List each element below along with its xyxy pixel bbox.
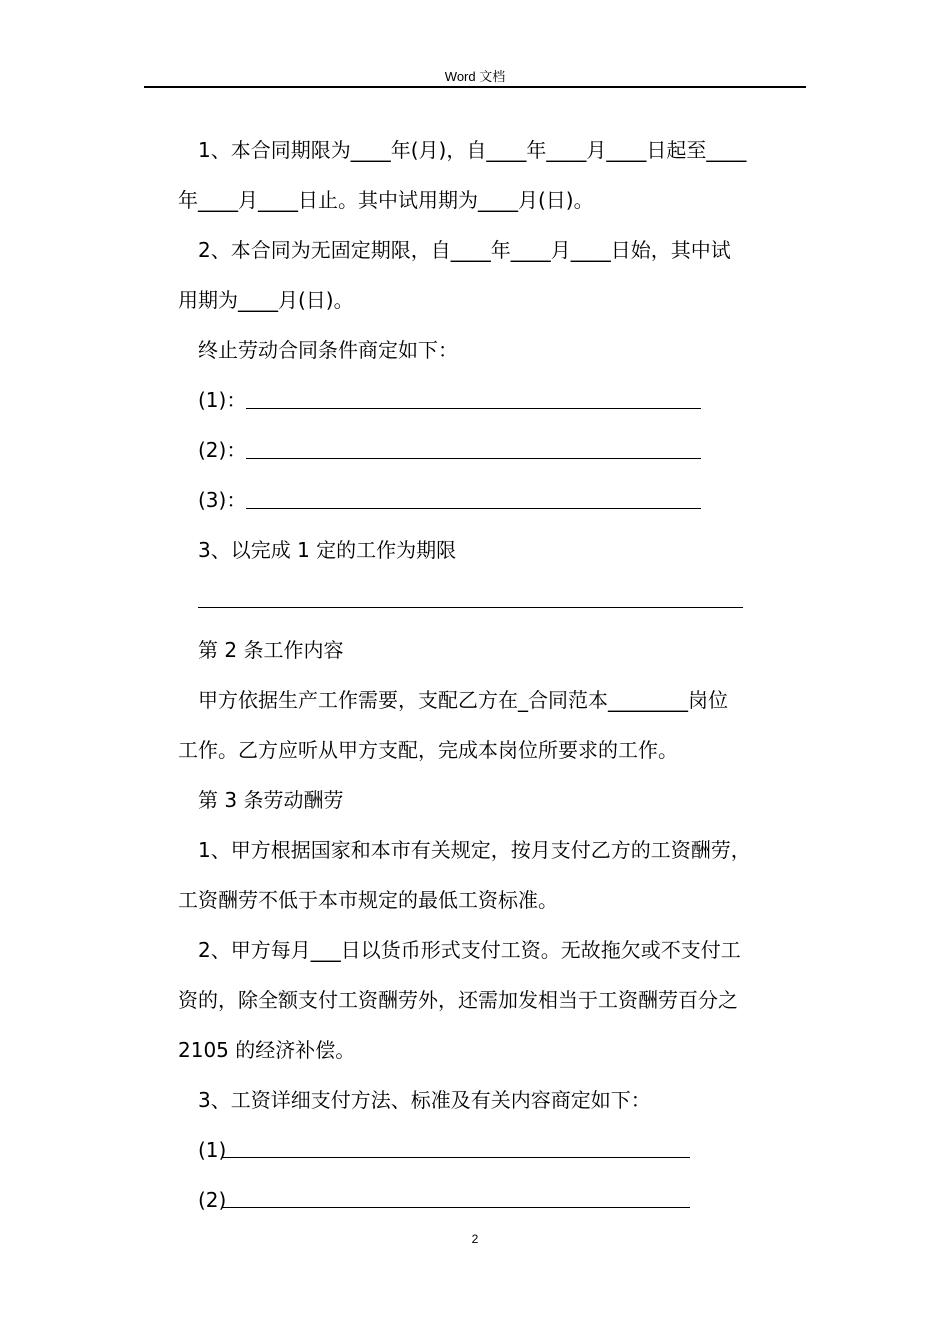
paragraph-line: 2、本合同为无固定期限，自____年____月____日始，其中试	[198, 238, 731, 262]
section-heading: 第 2 条工作内容	[198, 638, 344, 662]
paragraph-line: 1、甲方根据国家和本市有关规定，按月支付乙方的工资酬劳，	[198, 838, 751, 862]
paragraph-line: 1、本合同期限为____年(月)，自____年____月____日起至____	[198, 138, 747, 162]
blank-fill-line	[246, 508, 701, 509]
paragraph-line: 2、甲方每月___日以货币形式支付工资。无故拖欠或不支付工	[198, 938, 741, 962]
paragraph-line: 年____月____日止。其中试用期为____月(日)。	[178, 188, 594, 212]
list-item-label: (1)	[198, 1138, 227, 1162]
paragraph-line: 甲方依据生产工作需要，支配乙方在_合同范本________岗位	[198, 688, 728, 712]
page-header: Word 文档	[444, 69, 506, 84]
list-item-label: (1)：	[198, 388, 247, 412]
header-divider	[144, 86, 806, 88]
page-number: 2	[471, 1232, 479, 1246]
section-heading: 第 3 条劳动酬劳	[198, 788, 344, 812]
paragraph-line: 3、以完成 1 定的工作为期限	[198, 538, 457, 562]
blank-fill-line	[246, 458, 701, 459]
blank-fill-line	[222, 1207, 690, 1208]
list-item-label: (2)	[198, 1188, 227, 1212]
paragraph-line: 2105 的经济补偿。	[178, 1038, 356, 1062]
list-item-label: (3)：	[198, 488, 247, 512]
paragraph-line: 工资酬劳不低于本市规定的最低工资标准。	[178, 888, 558, 912]
paragraph-line: 用期为____月(日)。	[178, 288, 354, 312]
paragraph-line: 资的，除全额支付工资酬劳外，还需加发相当于工资酬劳百分之	[178, 988, 738, 1012]
blank-fill-line	[222, 1157, 690, 1158]
paragraph-line: 终止劳动合同条件商定如下：	[198, 338, 458, 362]
blank-fill-line	[198, 607, 743, 608]
list-item-label: (2)：	[198, 438, 247, 462]
paragraph-line: 工作。乙方应听从甲方支配，完成本岗位所要求的工作。	[178, 738, 678, 762]
paragraph-line: 3、工资详细支付方法、标准及有关内容商定如下：	[198, 1088, 651, 1112]
blank-fill-line	[246, 408, 701, 409]
